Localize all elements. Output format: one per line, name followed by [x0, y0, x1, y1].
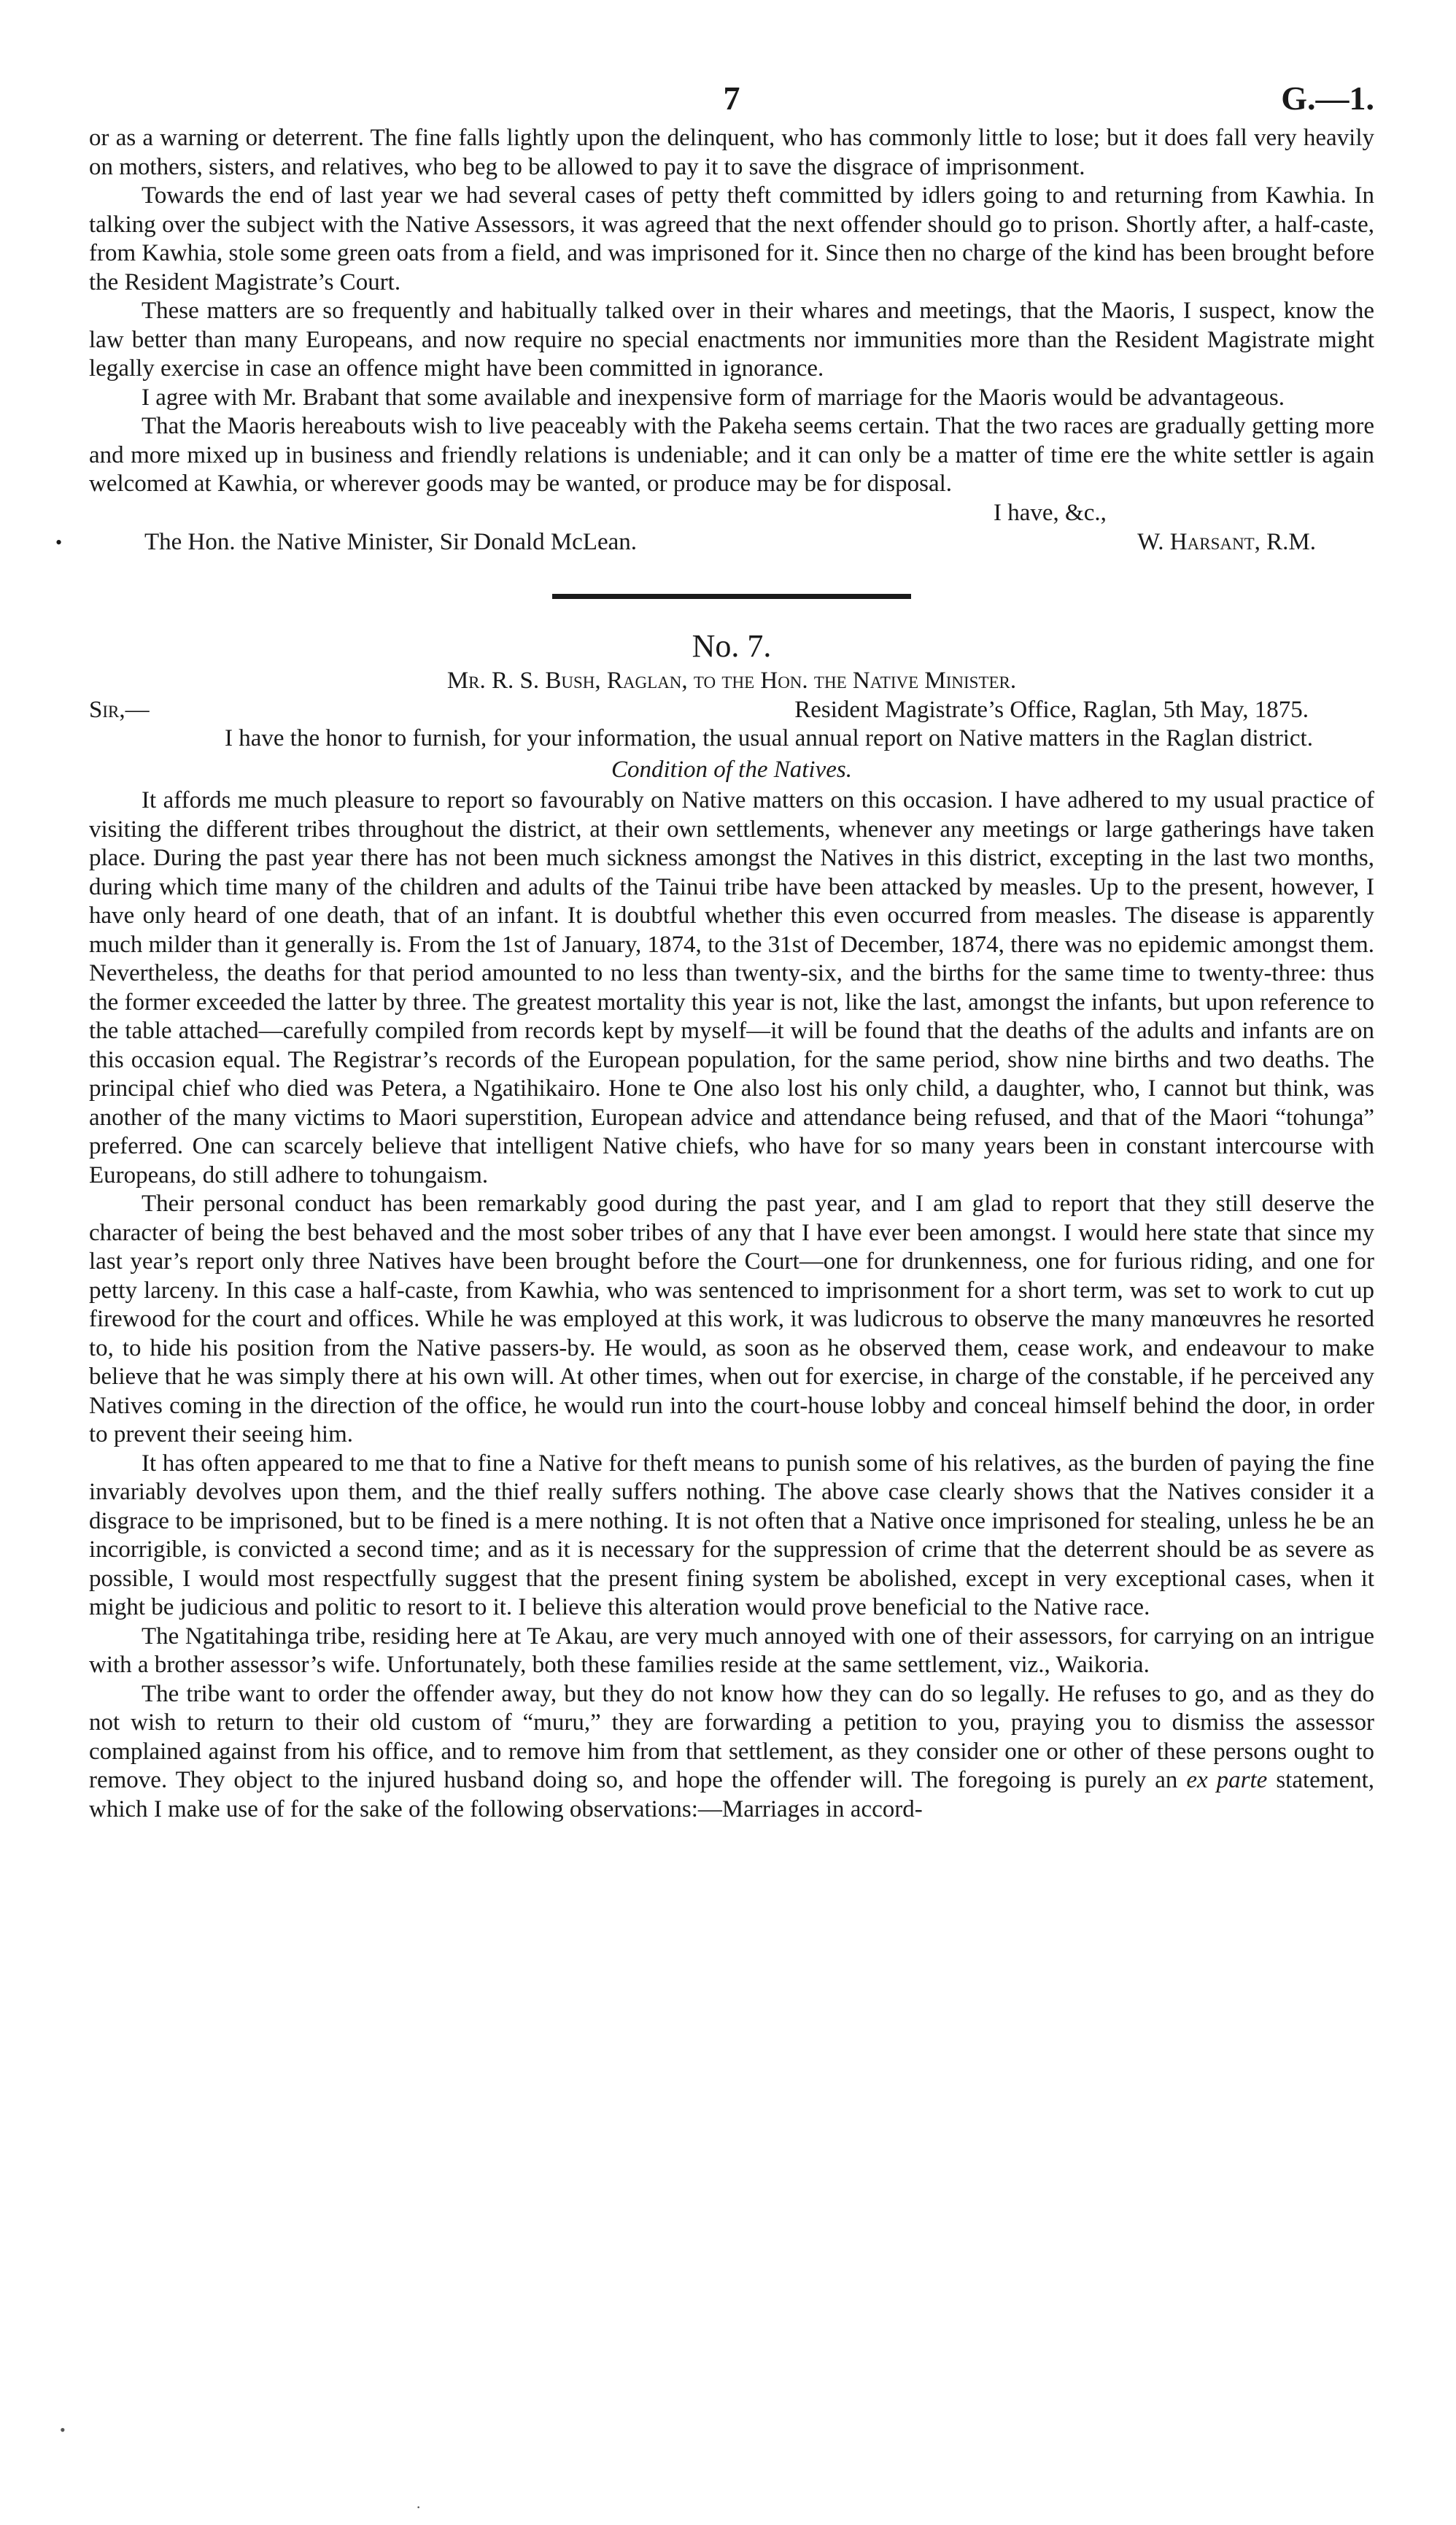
addressee: The Hon. the Native Minister, Sir Donald McLean.: [144, 528, 638, 555]
stray-dot-left: •: [60, 2421, 66, 2439]
addressee-signature-line: [55, 528, 1374, 557]
paragraph-sickness: It affords me much pleasure to report so favourably on Native matters on this occasion. I have adhered to my usual practice of visiting the different tribes throughout the district, at their own settlements, whenever any meetings or large gatherings have taken place. During the past year there has not been much sickness amongst the Natives in this district, excepting in the last two months, during which time many of the children and adults of the Tainui tribe have been attacked by measles. Up to the present, however, I have only heard of one death, that of an infant. It is doubtful whether this even occurred from measles. The disease is apparently much milder than it generally is. From the 1st of January, 1874, to the 31st of December, 1874, there was no epidemic amongst them. Nevertheless, the deaths for that period amounted to no less than twenty-six, and the births for the same time to twenty-three: thus the former exceeded the latter by three. The greatest mortality this year is not, like the last, amongst the infants, but upon reference to the table attached—carefully compiled from records kept by myself—it will be found that the deaths of the adults and infants are on this occasion equal. The Registrar’s records of the European population, for the same period, show nine births and two deaths. The principal chief who died was Petera, a Ngatihikairo. Hone te One also lost his only child, a daughter, who, I cannot but think, was another of the many victims to Maori superstition, European advice and attendance being refused, and that of the Maori “tohunga” preferred. One can scarcely believe that intelligent Native chiefs, who have for so many years been in constant intercourse with Europeans, do still adhere to tohungaism.: [89, 787, 1374, 1188]
paragraph-ngatitahinga: The Ngatitahinga tribe, residing here at Te Akau, are very much annoyed with one of their assessors, for carrying on an intrigue with a brother assessor’s wife. Unfortunately, both these families reside at the same settlement, viz., Waikoria.: [89, 1623, 1374, 1678]
paragraph-fining: It has often appeared to me that to fine a Native for theft means to punish some of his relatives, as the burden of paying the fine invariably devolves upon them, and the thief really suffers nothing. The above case clearly shows that the Natives consider it a disgrace to be imprisoned, but to be fined is a mere nothing. It is not often that a Native once imprisoned for stealing, unless he be an incorrigible, is convicted a second time; and as it is necessary for the suppression of crime that the deterrent should be as severe as possible, I would most respectfully suggest that the present fining system be abolished, except in very exceptional cases, when it might be judicious and politic to resort to it. I believe this alteration would prove beneficial to the Native race.: [89, 1450, 1374, 1620]
paragraph-marriage: I agree with Mr. Brabant that some available and inexpensive form of marriage for the Maoris would be advantageous.: [142, 384, 1285, 411]
letter-number-heading: No. 7.: [692, 627, 772, 664]
section-heading: Condition of the Natives.: [611, 757, 852, 783]
salutation-row: [89, 695, 1374, 724]
signature: W. Harsant, R.M.: [1137, 528, 1316, 555]
paragraph-intro: I have the honor to furnish, for your information, the usual annual report on Native matters in the Raglan district.: [225, 724, 1313, 751]
paragraph-law-knowledge: These matters are so frequently and habitually talked over in their whares and meetings, that the Maoris, I suspect, know the law better than many Europeans, and now require no special enactments nor immunities more than the Resident Magistrate might legally exercise in case an offence might have been committed in ignorance.: [89, 298, 1374, 382]
paragraph-petty-theft: Towards the end of last year we had several cases of petty theft committed by idlers going to and returning from Kawhia. In talking over the subject with the Native Assessors, it was agreed that the next offender should go to prison. Shortly after, a half-caste, from Kawhia, stole some green oats from a field, and was imprisoned for it. Since then no charge of the kind has been brought before the Resident Magistrate’s Court.: [89, 182, 1374, 295]
paragraph-offender-tail: statement, which I make use of for the sake of the following observations:—Marriages in accord-: [89, 1767, 1375, 1822]
stray-dot-bottom: ·: [416, 2498, 422, 2516]
paragraph-continuation: or as a warning or deterrent. The fine falls lightly upon the delinquent, who has commonly little to lose; but it does fall very heavily on mothers, sisters, and relatives, who beg to be allowed to pay it to save the disgrace of imprisonment.: [89, 125, 1374, 180]
closing-phrase: I have, &c.,: [994, 499, 1107, 526]
page-number: 7: [723, 80, 740, 117]
letter-2-body: [89, 724, 1374, 1825]
paragraph-peaceable-relations: That the Maoris hereabouts wish to live peaceably with the Pakeha seems certain. That the two races are gradually getting more and more mixed up in business and friendly relations is undeniable; and it can only be a matter of time ere the white settler is again welcomed at Kawhia, or wherever goods may be wanted, or produce may be for disposal.: [89, 413, 1374, 497]
paragraph-offender: [89, 1680, 1374, 1825]
paragraph-offender-text: The tribe want to order the offender away, but they do not know how they can do so legally. He refuses to go, and as they do not wish to return to their old custom of “muru,” they are forwarding a petition to you, praying you to dismiss the assessor complained against from his office, and to remove him from that settlement, as they consider one or other of these persons ought to remove. They object to the injured husband doing so, and hope the offender will. The foregoing is purely an: [89, 1680, 1374, 1793]
page-header: [89, 0, 1374, 124]
letter-1-body: [89, 124, 1374, 499]
paragraph-conduct: Their personal conduct has been remarkably good during the past year, and I am glad to report that they still deserve the character of being the best behaved and the most sober tribes of any that I have ever been amongst. I would here state that since my last year’s report only three Natives have been brought before the Court—one for drunkenness, one for furious riding, and one for petty larceny. In this case a half-caste, from Kawhia, who was sentenced to imprisonment for a short term, was set to work to cut up firewood for the court and offices. While he was employed at this work, it was ludicrous to observe the many manœuvres he resorted to, to hide his position from the Native passers-by. He would, as soon as he observed them, cease work, and endeavour to make believe that he was simply there at his own will. At other times, when out for exercise, in charge of the constable, if he perceived any Natives coming in the direction of the office, he would run into the court-house lobby and conceal himself behind the door, in order to prevent their seeing him.: [89, 1191, 1374, 1447]
salutation: Sir,—: [89, 696, 150, 723]
letter-from-to: Mr. R. S. Bush, Raglan, to the Hon. the Native Minister.: [446, 667, 1017, 694]
document-page: [55, 0, 1375, 2525]
closing-line: [89, 499, 1374, 528]
place-date: Resident Magistrate’s Office, Raglan, 5th May, 1875.: [794, 696, 1309, 723]
document-reference: G.—1.: [1281, 80, 1374, 117]
margin-mark: •: [55, 531, 63, 553]
section-divider: [552, 594, 911, 599]
ex-parte-italic: ex parte: [1186, 1767, 1268, 1793]
